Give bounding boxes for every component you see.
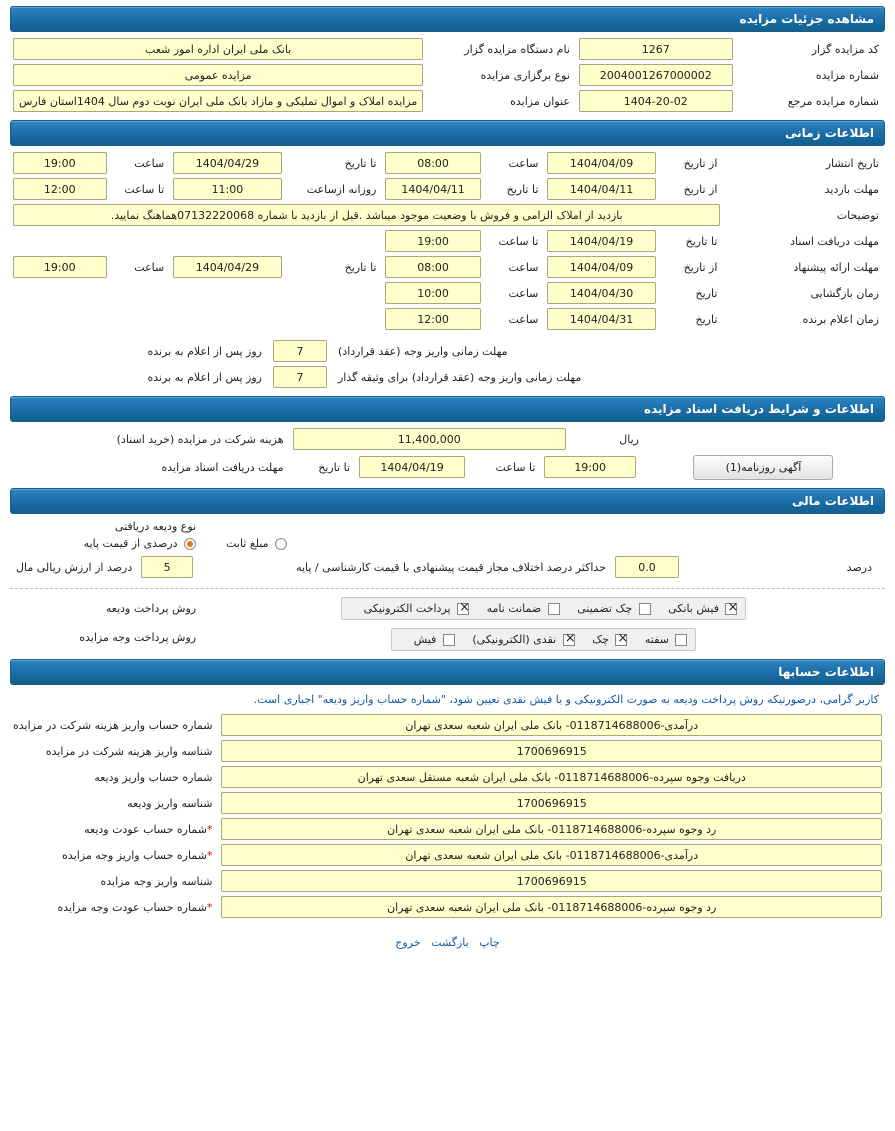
checkbox-option-guarantee-letter[interactable] xyxy=(487,602,560,615)
radio-fixed-amount-icon[interactable] xyxy=(275,538,287,550)
checkbox-option-promissory-note[interactable] xyxy=(645,633,688,646)
divider xyxy=(10,588,885,589)
checkbox-cash-electronic-icon[interactable] xyxy=(563,634,575,646)
checkbox-option-guaranteed-check[interactable] xyxy=(577,602,650,615)
label-max-diff-percent: حداکثر درصد اختلاف مجاز قیمت پیشنهادی با قیمت کارشناسی / پایه xyxy=(296,560,606,574)
required-star-icon: * xyxy=(206,822,213,836)
label-visit-daily: روزانه ازساعت xyxy=(306,182,377,196)
field-doc-deadline-time-2[interactable]: 19:00 xyxy=(544,456,636,478)
label-auctioneer-name: نام دستگاه مزایده گزار xyxy=(464,42,570,56)
back-button[interactable]: بازگشت xyxy=(431,936,469,949)
table-row xyxy=(10,535,885,552)
label-visit-to: تا تاریخ xyxy=(506,182,539,196)
table-row xyxy=(10,36,885,62)
field-max-diff-percent[interactable]: 0.0 xyxy=(615,556,679,578)
checkbox-promissory-note-label: سفته xyxy=(644,633,669,646)
field-offer-to-time[interactable]: 19:00 xyxy=(13,256,107,278)
field-auction-number[interactable]: 2004001267000002 xyxy=(579,64,733,86)
label-publish-to-hour: ساعت xyxy=(134,156,165,170)
label-auction-payment-account xyxy=(10,842,218,868)
checkbox-option-receipt[interactable] xyxy=(414,633,455,646)
label-deposit-return-account-text: شماره حساب عودت ودیعه xyxy=(84,822,207,836)
label-doc-deadline-2: مهلت دریافت اسناد مزایده xyxy=(161,460,284,474)
field-auction-return-account[interactable]: رد وجوه سپرده-0118714688006- بانک ملی ایران شعبه سعدی تهران xyxy=(221,896,882,918)
checkbox-check-label: چک xyxy=(592,633,609,646)
auction-payment-method-options[interactable] xyxy=(391,628,697,651)
radio-fixed-amount-label: مبلغ ثابت xyxy=(226,537,269,550)
checkbox-electronic-payment-icon[interactable] xyxy=(457,603,469,615)
field-publish-to-date[interactable]: 1404/04/29 xyxy=(173,152,281,174)
label-deposit-return-account xyxy=(10,816,218,842)
checkbox-promissory-note-icon[interactable] xyxy=(675,634,687,646)
radio-option-base-percent[interactable] xyxy=(10,535,202,552)
field-participation-fee-id[interactable]: 1700696915 xyxy=(221,740,882,762)
required-star-icon: * xyxy=(206,900,213,914)
label-auctioneer-code: کد مزایده گزار xyxy=(811,42,879,56)
section-title-financial: اطلاعات مالی xyxy=(10,488,885,514)
field-participation-fee[interactable]: 11,400,000 xyxy=(293,428,567,450)
field-participation-fee-account[interactable]: درآمدی-0118714688006- بانک ملی ایران شعبه سعدی تهران xyxy=(221,714,882,736)
financial-table xyxy=(10,518,885,582)
checkbox-receipt-icon[interactable] xyxy=(443,634,455,646)
section-title-accounts: اطلاعات حسابها xyxy=(10,659,885,685)
footer-actions xyxy=(10,926,885,953)
label-description: توضیحات xyxy=(836,208,879,222)
label-opening-time: زمان بازگشایی xyxy=(810,286,879,300)
payment-deadline-table xyxy=(10,338,885,390)
label-offer-to: تا تاریخ xyxy=(344,260,377,274)
label-winner-hour: ساعت xyxy=(508,312,539,326)
label-deposit-account: شماره حساب واریز ودیعه xyxy=(94,770,213,784)
label-deposit-method: روش پرداخت ودیعه xyxy=(105,602,197,615)
label-fee-currency: ریال xyxy=(619,432,639,446)
label-opening-date: تاریخ xyxy=(695,286,718,300)
field-deposit-return-account[interactable]: رد وجوه سپرده-0118714688006- بانک ملی ایران شعبه سعدی تهران xyxy=(221,818,882,840)
table-row xyxy=(10,426,885,452)
documents-table xyxy=(10,426,885,482)
table-row xyxy=(10,364,885,390)
table-row xyxy=(10,150,885,176)
label-doc-deadline-to: تا تاریخ xyxy=(685,234,718,248)
field-deposit-percent[interactable]: 5 xyxy=(141,556,193,578)
checkbox-guarantee-letter-icon[interactable] xyxy=(548,603,560,615)
checkbox-bank-receipt-label: فیش بانکی xyxy=(668,602,719,615)
label-auction-payment-account-text: شماره حساب واریز وجه مزایده xyxy=(62,848,207,862)
table-row xyxy=(10,552,885,582)
label-visit-from: از تاریخ xyxy=(683,182,718,196)
checkbox-option-electronic-payment[interactable] xyxy=(364,602,470,615)
label-pay-days-unit: روز پس از اعلام به برنده xyxy=(147,344,262,358)
label-opening-hour: ساعت xyxy=(508,286,539,300)
exit-button[interactable]: خروج xyxy=(395,936,421,949)
field-publish-to-time[interactable]: 19:00 xyxy=(13,152,107,174)
time-table xyxy=(10,150,885,332)
section-auction-details xyxy=(10,6,885,114)
table-row xyxy=(10,816,885,842)
field-visit-to-date[interactable]: 1404/04/11 xyxy=(385,178,480,200)
label-auction-return-account-text: شماره حساب عودت وجه مزایده xyxy=(57,900,207,914)
label-participation-fee: هزینه شرکت در مزایده (خرید اسناد) xyxy=(116,432,284,446)
label-offer-to-hour: ساعت xyxy=(134,260,165,274)
newspaper-ad-button[interactable]: آگهی روزنامه(1) xyxy=(693,455,833,480)
required-star-icon: * xyxy=(206,848,213,862)
label-publish-date: تاریخ انتشار xyxy=(825,156,879,170)
radio-base-percent-label: درصدی از قیمت پایه xyxy=(83,537,178,550)
table-row xyxy=(10,338,885,364)
field-auctioneer-name[interactable]: بانک ملی ایران اداره امور شعب xyxy=(13,38,423,60)
accounts-note: کاربر گرامی، درصورتیکه روش پرداخت ودیعه به صورت الکترونیکی و یا فیش نقدی تعیین شود، "شماره حساب واریز ودیعه" اجباری است. xyxy=(253,693,879,706)
radio-option-fixed-amount[interactable] xyxy=(226,537,287,550)
table-row xyxy=(10,228,885,254)
label-max-diff-unit: درصد xyxy=(846,560,872,574)
section-financial-info xyxy=(10,488,885,653)
table-row xyxy=(10,894,885,920)
table-row xyxy=(10,88,885,114)
table-row xyxy=(10,712,885,738)
field-doc-deadline-date[interactable]: 1404/04/19 xyxy=(547,230,655,252)
field-opening-date[interactable]: 1404/04/30 xyxy=(547,282,655,304)
table-row xyxy=(10,254,885,280)
field-offer-to-date[interactable]: 1404/04/29 xyxy=(173,256,281,278)
label-auction-title: عنوان مزایده xyxy=(510,94,570,108)
radio-base-percent-icon[interactable] xyxy=(184,538,196,550)
label-offer-from-hour: ساعت xyxy=(508,260,539,274)
field-pay-days[interactable]: 7 xyxy=(273,340,327,362)
label-deposit-type: نوع ودیعه دریافتی xyxy=(114,520,197,533)
field-auction-payment-account[interactable]: درآمدی-0118714688006- بانک ملی ایران شعبه سعدی تهران xyxy=(221,844,882,866)
table-row xyxy=(10,790,885,816)
table-row xyxy=(10,202,885,228)
field-doc-deadline-time[interactable]: 19:00 xyxy=(385,230,480,252)
section-title-time: اطلاعات زمانی xyxy=(10,120,885,146)
deposit-method-options[interactable] xyxy=(341,597,747,620)
label-winner-announcement: زمان اعلام برنده xyxy=(802,312,879,326)
table-row xyxy=(10,280,885,306)
field-winner-time[interactable]: 12:00 xyxy=(385,308,480,330)
table-row xyxy=(10,764,885,790)
label-auction-return-account xyxy=(10,894,218,920)
field-reference-number[interactable]: 1404-20-02 xyxy=(579,90,733,112)
field-auction-title[interactable]: مزایده املاک و اموال تملیکی و مازاد بانک ملی ایران نوبت دوم سال 1404استان فارس xyxy=(13,90,423,112)
table-row xyxy=(10,842,885,868)
label-pay-days-guarantee-unit: روز پس از اعلام به برنده xyxy=(147,370,262,384)
field-doc-deadline-date-2[interactable]: 1404/04/19 xyxy=(359,456,465,478)
table-row xyxy=(10,62,885,88)
details-table xyxy=(10,36,885,114)
field-offer-from-date[interactable]: 1404/04/09 xyxy=(547,256,655,278)
table-row xyxy=(10,306,885,332)
field-auctioneer-code[interactable]: 1267 xyxy=(579,38,733,60)
field-deposit-account[interactable]: دریافت وجوه سپرده-0118714688006- بانک ملی ایران شعبه مستقل سعدی تهران xyxy=(221,766,882,788)
section-time-info xyxy=(10,120,885,390)
checkbox-cash-electronic-label: نقدی (الکترونیکی) xyxy=(472,633,557,646)
checkbox-electronic-payment-label: پرداخت الکترونیکی xyxy=(363,602,451,615)
table-row xyxy=(10,738,885,764)
label-pay-days-guarantee: مهلت زمانی واریز وجه (عقد قرارداد) برای وثیقه گذار xyxy=(338,370,582,384)
label-auction-payment-method: روش پرداخت وجه مزایده xyxy=(79,631,197,644)
label-publish-from: از تاریخ xyxy=(683,156,718,170)
payment-methods-table xyxy=(10,595,885,653)
field-description[interactable]: بازدید از املاک الزامی و فروش با وضعیت موجود میباشد .قبل از بازدید با شماره 07132220068هماهنگ نمایید. xyxy=(13,204,720,226)
label-deposit-percent: درصد از ارزش ریالی مال xyxy=(16,560,133,574)
label-auction-type: نوع برگزاری مزایده xyxy=(480,68,570,82)
table-row xyxy=(10,518,885,535)
table-row xyxy=(10,595,885,622)
label-doc-deadline-hour: تا ساعت xyxy=(498,234,539,248)
checkbox-receipt-label: فیش xyxy=(413,633,437,646)
field-visit-from-time[interactable]: 11:00 xyxy=(173,178,281,200)
section-title-details: مشاهده جزئیات مزایده xyxy=(10,6,885,32)
checkbox-option-check[interactable] xyxy=(592,633,627,646)
label-offer-from: از تاریخ xyxy=(683,260,718,274)
checkbox-option-cash-electronic[interactable] xyxy=(472,633,574,646)
checkbox-bank-receipt-icon[interactable] xyxy=(725,603,737,615)
label-participation-fee-account: شماره حساب واریز هزینه شرکت در مزایده xyxy=(13,718,213,732)
field-deposit-id[interactable]: 1700696915 xyxy=(221,792,882,814)
label-reference-number: شماره مزایده مرجع xyxy=(787,94,879,108)
field-offer-from-time[interactable]: 08:00 xyxy=(385,256,480,278)
label-visit-to-hour: تا ساعت xyxy=(124,182,165,196)
label-doc-deadline: مهلت دریافت اسناد xyxy=(790,234,879,248)
label-auction-number: شماره مزایده xyxy=(815,68,879,82)
field-auction-type[interactable]: مزایده عمومی xyxy=(13,64,423,86)
label-publish-to: تا تاریخ xyxy=(344,156,377,170)
section-title-documents: اطلاعات و شرایط دریافت اسناد مزایده xyxy=(10,396,885,422)
field-pay-days-guarantee[interactable]: 7 xyxy=(273,366,327,388)
label-offer-deadline: مهلت ارائه پیشنهاد xyxy=(793,260,879,274)
table-row xyxy=(10,622,885,653)
checkbox-guaranteed-check-label: چک تضمینی xyxy=(577,602,633,615)
checkbox-guaranteed-check-icon[interactable] xyxy=(639,603,651,615)
table-row xyxy=(10,452,885,482)
label-publish-hour: ساعت xyxy=(508,156,539,170)
checkbox-guarantee-letter-label: ضمانت نامه xyxy=(486,602,542,615)
field-visit-from-date[interactable]: 1404/04/11 xyxy=(547,178,655,200)
section-auction-documents xyxy=(10,396,885,482)
field-winner-date[interactable]: 1404/04/31 xyxy=(547,308,655,330)
field-publish-from-date[interactable]: 1404/04/09 xyxy=(547,152,655,174)
label-auction-payment-id: شناسه واریز وجه مزایده xyxy=(100,874,213,888)
field-publish-from-time[interactable]: 08:00 xyxy=(385,152,480,174)
section-accounts xyxy=(10,659,885,920)
accounts-table xyxy=(10,712,885,920)
checkbox-check-icon[interactable] xyxy=(615,634,627,646)
label-visit-deadline: مهلت بازدید xyxy=(824,182,879,196)
label-doc-deadline-hour-2: تا ساعت xyxy=(495,460,536,474)
label-participation-fee-id: شناسه واریز هزینه شرکت در مزایده xyxy=(45,744,213,758)
label-deposit-id: شناسه واریز ودیعه xyxy=(127,796,213,810)
table-row xyxy=(10,868,885,894)
field-auction-payment-id[interactable]: 1700696915 xyxy=(221,870,882,892)
print-button[interactable]: چاپ xyxy=(479,936,500,949)
checkbox-option-bank-receipt[interactable] xyxy=(668,602,737,615)
label-doc-deadline-to-2: تا تاریخ xyxy=(318,460,350,474)
table-row xyxy=(10,176,885,202)
label-winner-date: تاریخ xyxy=(695,312,718,326)
field-visit-to-time[interactable]: 12:00 xyxy=(13,178,107,200)
label-pay-days: مهلت زمانی واریز وجه (عقد قرارداد) xyxy=(338,344,508,358)
field-opening-time[interactable]: 10:00 xyxy=(385,282,480,304)
